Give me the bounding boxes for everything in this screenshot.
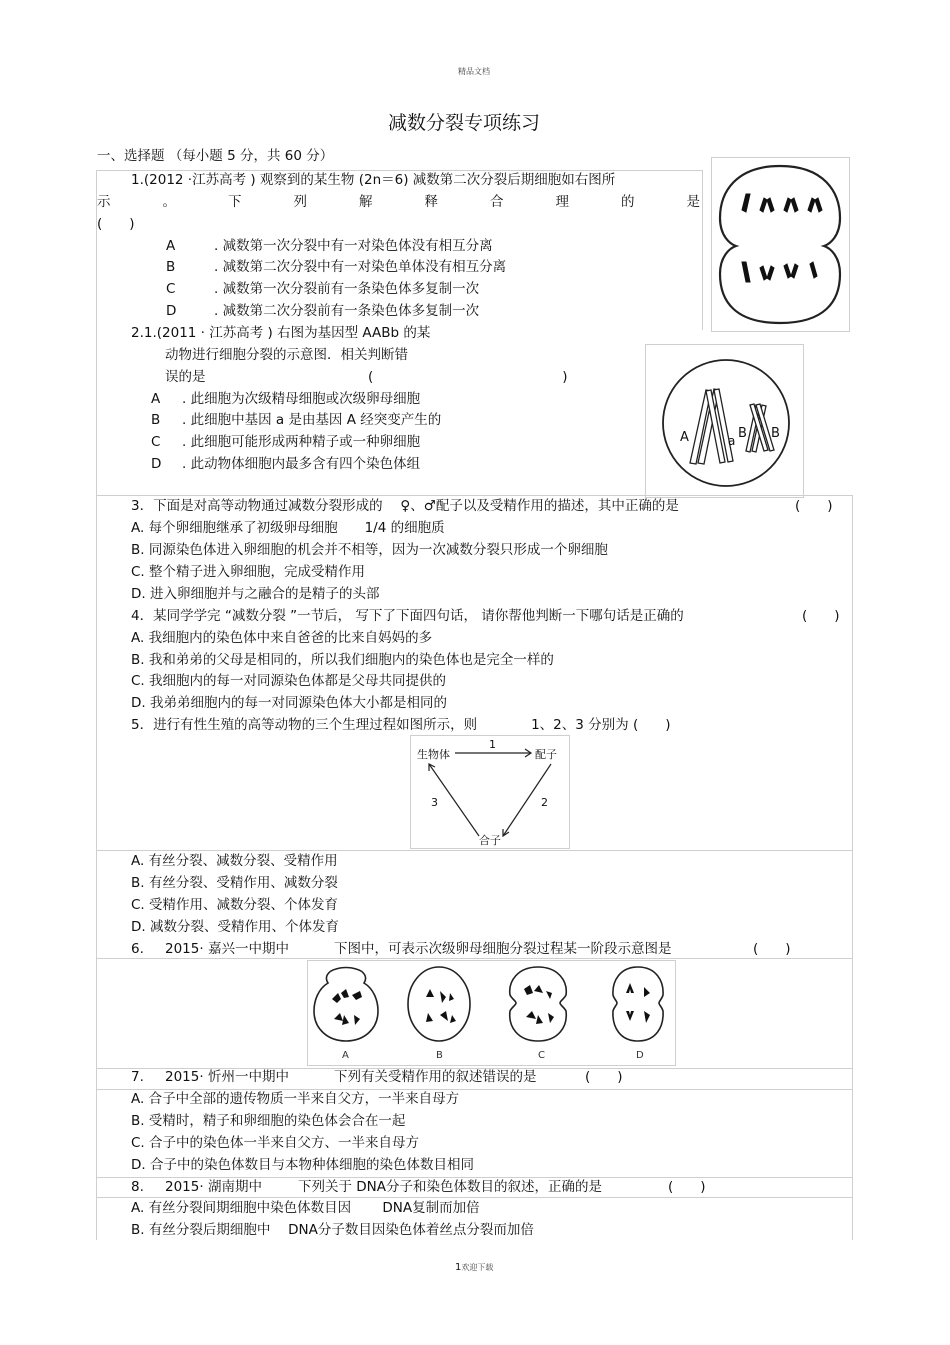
frame-line-q8-options: [96, 1197, 852, 1198]
q2-figure: [645, 344, 804, 498]
q3-option-d: D. 进入卵细胞并与之融合的是精子的头部: [131, 586, 380, 602]
q1-char: 是: [686, 194, 700, 210]
q1-cell-diagram: [712, 158, 849, 331]
page-number: 1: [455, 1262, 462, 1273]
q2-answer-bracket: ( ): [368, 369, 568, 385]
q3-option-c: C. 整个精子进入卵细胞，完成受精作用: [131, 564, 366, 580]
q6-source: 2015· 嘉兴一中期中: [165, 941, 289, 957]
q3-stem: 3．下面是对高等动物通过减数分裂形成的 ♀、♂配子以及受精作用的描述，其中正确的是: [131, 498, 679, 514]
q2-option-b-text: . 此细胞中基因 a 是由基因 A 经突变产生的: [182, 412, 442, 428]
q1-answer-bracket: ( ): [97, 216, 135, 232]
q1-char: 。: [162, 194, 176, 210]
q6-cell-c-outline: [510, 967, 567, 1041]
q1-char: 下: [228, 194, 242, 210]
q2-label-B-left: B: [738, 426, 747, 441]
q6-cells-diagram: [308, 961, 675, 1065]
q5-stem: 5．进行有性生殖的高等动物的三个生理过程如图所示，则 1、2、3 分别为 ( ): [131, 717, 671, 733]
q2-option-c-letter: C: [151, 434, 161, 450]
q5-label-3: 3: [431, 796, 438, 809]
page-title: 减数分裂专项练习: [388, 112, 541, 134]
q6-cell-a-outline: [314, 968, 378, 1042]
q5-option-b: B. 有丝分裂、受精作用、减数分裂: [131, 875, 338, 891]
q8-number: 8.: [131, 1179, 144, 1195]
section-heading: 一、选择题 （每小题 5 分，共 60 分）: [97, 148, 334, 164]
q5-figure: [410, 735, 570, 849]
q4-option-a: A. 我细胞内的染色体中来自爸爸的比来自妈妈的多: [131, 630, 433, 646]
q1-stem-line1: 1.(2012 ·江苏高考 ) 观察到的某生物 (2n＝6) 减数第二次分裂后期细胞如右图所: [131, 172, 616, 188]
q1-option-a-letter: A: [166, 238, 176, 254]
q8-answer-bracket: ( ): [668, 1179, 706, 1195]
q5-label-2: 2: [541, 796, 548, 809]
q5-label-1: 1: [489, 738, 496, 751]
q5-label-gamete: 配子: [535, 748, 557, 761]
frame-q1-right-line: [702, 170, 703, 330]
page-header: 精品文档: [458, 67, 490, 76]
q1-option-c-text: . 减数第一次分裂前有一条染色体多复制一次: [214, 281, 480, 297]
q6-label-b: B: [436, 1050, 443, 1061]
q1-char: 示: [97, 194, 111, 210]
q2-option-a-text: . 此细胞为次级精母细胞或次级卵母细胞: [182, 391, 421, 407]
q1-option-b-text: . 减数第二次分裂中有一对染色单体没有相互分离: [214, 259, 507, 275]
q6-stem: 下图中，可表示次级卵母细胞分裂过程某一阶段示意图是: [334, 941, 672, 957]
q2-cell-diagram: [646, 345, 803, 497]
q4-option-c: C. 我细胞内的每一对同源染色体都是父母共同提供的: [131, 673, 447, 689]
q7-option-a: A. 合子中全部的遗传物质一半来自父方，一半来自母方: [131, 1091, 460, 1107]
q8-stem: 下列关于 DNA分子和染色体数目的叙述，正确的是: [298, 1179, 603, 1195]
frame-right-line: [852, 495, 853, 1240]
q1-char: 解: [359, 194, 373, 210]
q2-option-d-text: . 此动物体细胞内最多含有四个染色体组: [182, 456, 421, 472]
q2-label-A: A: [680, 430, 689, 445]
q2-stem-line2: 动物进行细胞分裂的示意图．相关判断错: [165, 347, 408, 363]
q3-answer-bracket: ( ): [795, 498, 833, 514]
q1-option-d-letter: D: [166, 303, 177, 319]
q6-label-a: A: [342, 1050, 349, 1061]
q1-option-a-text: . 减数第一次分裂中有一对染色体没有相互分离: [214, 238, 493, 254]
q1-stem-line2: [97, 193, 700, 211]
q7-number: 7.: [131, 1069, 144, 1085]
q7-option-c: C. 合子中的染色体一半来自父方、一半来自母方: [131, 1135, 420, 1151]
q5-label-organism: 生物体: [417, 748, 450, 761]
q1-char: 的: [621, 194, 635, 210]
q2-option-a-letter: A: [151, 391, 161, 407]
q8-source: 2015· 湖南期中: [165, 1179, 262, 1195]
q2-option-b-letter: B: [151, 412, 161, 428]
q4-answer-bracket: ( ): [802, 608, 840, 624]
q1-char: 理: [555, 194, 569, 210]
q6-number: 6.: [131, 941, 144, 957]
q7-answer-bracket: ( ): [585, 1069, 623, 1085]
q5-option-c: C. 受精作用、减数分裂、个体发育: [131, 897, 339, 913]
q1-figure: [711, 157, 850, 332]
q1-option-c-letter: C: [166, 281, 176, 297]
q5-cycle-diagram: [411, 736, 569, 848]
q7-source: 2015· 忻州一中期中: [165, 1069, 289, 1085]
q4-option-d: D. 我弟弟细胞内的每一对同源染色体大小都是相同的: [131, 695, 447, 711]
frame-left-line: [96, 170, 97, 1240]
page-footer: [455, 1262, 493, 1273]
q7-option-b: B. 受精时，精子和卵细胞的染色体会合在一起: [131, 1113, 406, 1129]
q6-figure: [307, 960, 676, 1066]
q2-stem-line3: 误的是: [165, 369, 206, 385]
q1-char: 合: [490, 194, 504, 210]
q2-option-c-text: . 此细胞可能形成两种精子或一种卵细胞: [182, 434, 421, 450]
q3-option-b: B. 同源染色体进入卵细胞的机会并不相等，因为一次减数分裂只形成一个卵细胞: [131, 542, 608, 558]
q1-char: 释: [424, 194, 438, 210]
q5-label-zygote: 合子: [479, 834, 501, 847]
footer-text: 欢迎下载: [461, 1263, 494, 1272]
q5-option-d: D. 减数分裂、受精作用、个体发育: [131, 919, 339, 935]
q1-option-b-letter: B: [166, 259, 176, 275]
q8-option-a: A. 有丝分裂间期细胞中染色体数目因 DNA复制而加倍: [131, 1200, 480, 1216]
q2-stem-line1: 2.1.(2011 · 江苏高考 ) 右图为基因型 AABb 的某: [131, 325, 431, 341]
q2-option-d-letter: D: [151, 456, 162, 472]
q6-label-d: D: [636, 1050, 644, 1061]
q6-label-c: C: [538, 1050, 545, 1061]
q2-label-a: a: [728, 434, 736, 448]
q3-option-a: A. 每个卵细胞继承了初级卵母细胞 1/4 的细胞质: [131, 520, 445, 536]
q4-stem: 4．某同学学完 “减数分裂 ”一节后， 写下了下面四句话， 请你帮他判断一下哪句话是正确的: [131, 608, 684, 624]
q1-char: 列: [293, 194, 307, 210]
q2-label-B-right: B: [771, 426, 780, 441]
q6-cell-b-outline: [408, 967, 470, 1041]
q7-stem: 下列有关受精作用的叙述错误的是: [334, 1069, 537, 1085]
frame-line-q5-options: [96, 850, 852, 851]
q8-option-b: B. 有丝分裂后期细胞中 DNA分子数目因染色体着丝点分裂而加倍: [131, 1222, 534, 1238]
q7-option-d: D. 合子中的染色体数目与本物种体细胞的染色体数目相同: [131, 1157, 474, 1173]
q6-cell-d-outline: [613, 967, 663, 1041]
q5-option-a: A. 有丝分裂、减数分裂、受精作用: [131, 853, 338, 869]
q4-option-b: B. 我和弟弟的父母是相同的，所以我们细胞内的染色体也是完全一样的: [131, 652, 554, 668]
q1-option-d-text: . 减数第二次分裂前有一条染色体多复制一次: [214, 303, 480, 319]
frame-line-q6-figure: [96, 958, 852, 959]
q6-answer-bracket: ( ): [753, 941, 791, 957]
